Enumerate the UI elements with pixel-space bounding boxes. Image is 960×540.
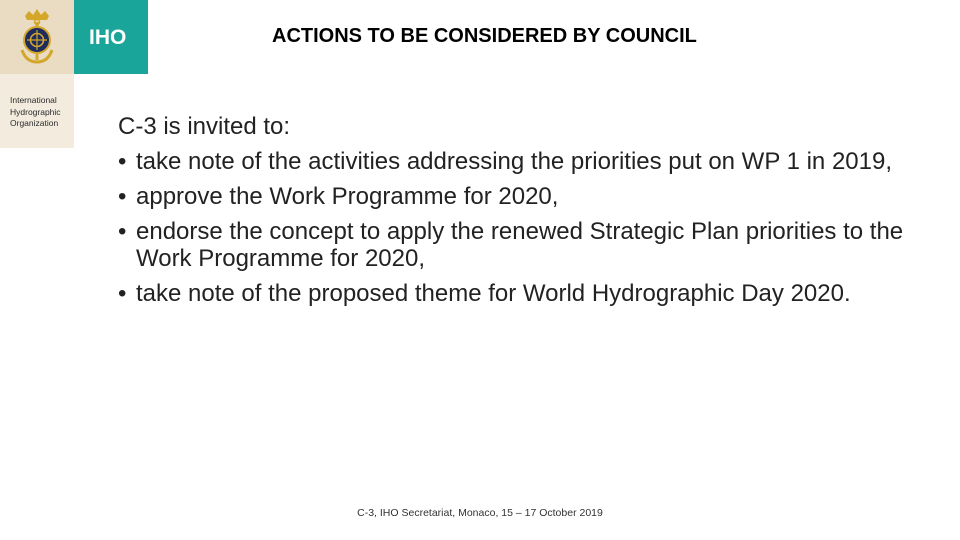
bullet-text: take note of the activities addressing the priorities put on WP 1 in 2019, [136, 148, 892, 175]
caption-line: Organization [10, 118, 59, 128]
slide-footer: C-3, IHO Secretariat, Monaco, 15 – 17 October 2019 [357, 507, 603, 519]
iho-emblem-icon [0, 0, 74, 74]
bullet-text: approve the Work Programme for 2020, [136, 183, 559, 210]
slide-title: ACTIONS TO BE CONSIDERED BY COUNCIL [272, 25, 697, 47]
bullet-item [118, 183, 918, 210]
bullet-icon: • [118, 183, 127, 210]
bullet-icon: • [118, 218, 127, 245]
bullet-icon: • [118, 280, 127, 307]
bullet-item [118, 218, 918, 272]
bullet-icon: • [118, 148, 127, 175]
bullet-item [118, 148, 918, 175]
intro-text: C-3 is invited to: [118, 113, 291, 140]
bullet-item [118, 280, 918, 307]
slide-body [118, 113, 918, 315]
bullet-text: endorse the concept to apply the renewed Strategic Plan priorities to the Work Programme for 2020, [136, 218, 904, 272]
logo-text: IHO [89, 26, 127, 49]
caption-line: International [10, 95, 57, 105]
organization-caption [0, 74, 74, 148]
caption-line: Hydrographic [10, 106, 61, 117]
bullet-text: take note of the proposed theme for World Hydrographic Day 2020. [136, 280, 851, 307]
iho-logo-text [74, 0, 148, 74]
